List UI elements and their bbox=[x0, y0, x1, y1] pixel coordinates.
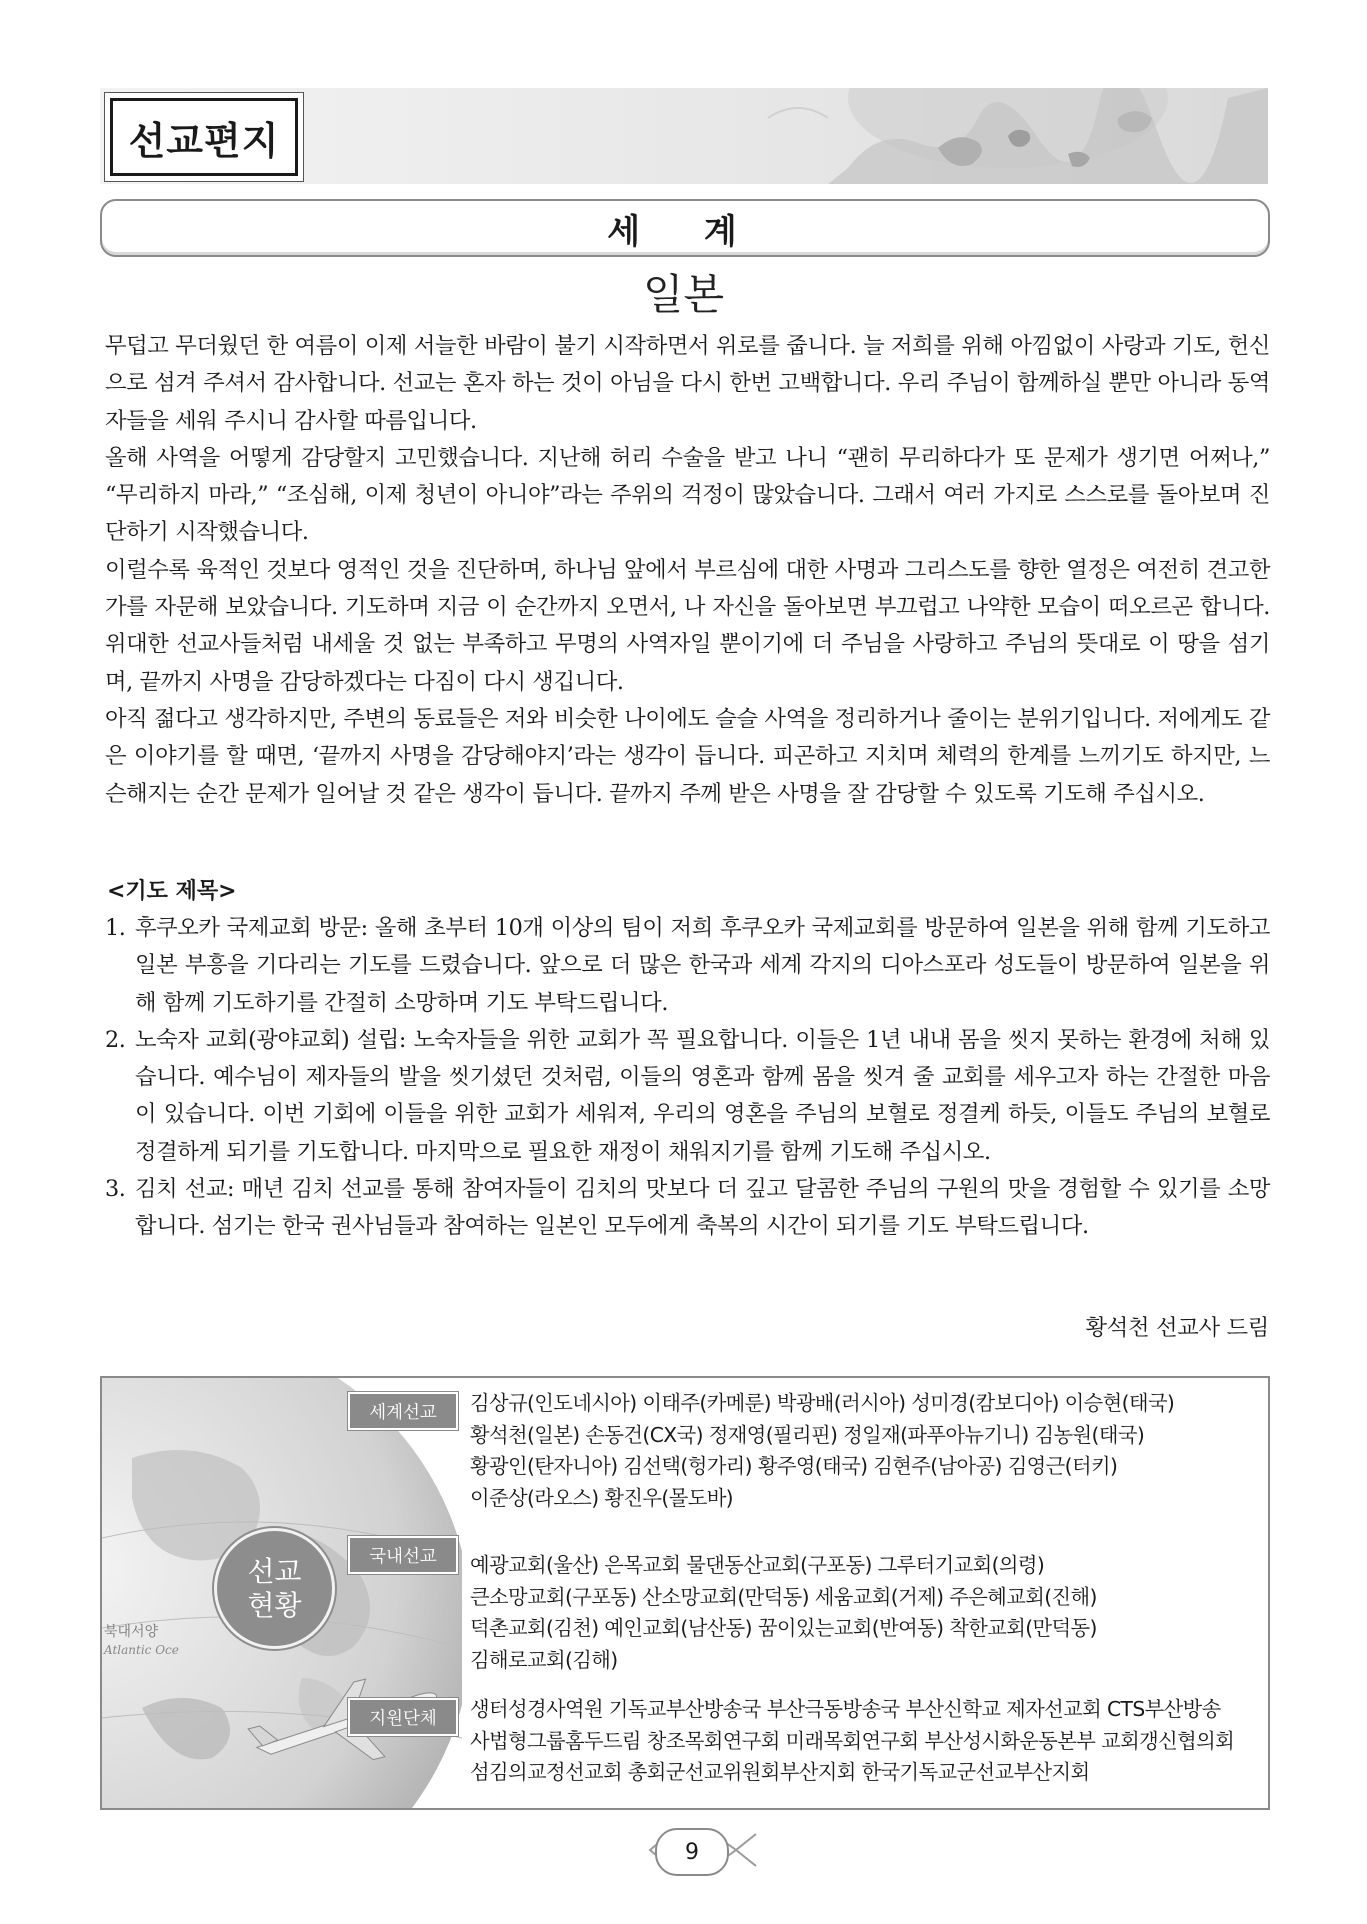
category-line: 황석천(일본) 손동건(CX국) 정재영(필리핀) 정일재(파푸아뉴기니) 김농원(태국) bbox=[470, 1422, 1145, 1447]
category-tag-world: 세계선교 bbox=[348, 1392, 458, 1430]
emblem-line: 현황 bbox=[247, 1588, 302, 1622]
mission-status-emblem bbox=[214, 1528, 335, 1649]
globe-label-en: Atlantic Oce bbox=[104, 1643, 179, 1657]
prayer-item-text: 노숙자 교회(광야교회) 설립: 노숙자들을 위한 교회가 꼭 필요합니다. 이들은 1년 내내 몸을 씻지 못하는 환경에 처해 있습니다. 예수님이 제자들의 발을 씻기셨던 것처럼, 이들의 영혼과 함께 몸을 씻겨 줄 교회를 세우고자 하는 간절한 마음이 있습니다. 이번 기회에 이들을 위한 교회가 세워져, 우리의 영혼을 주님의 보혈로 정결케 하듯, 이들도 주님의 보혈로 정결하게 되기를 기도합니다. 마지막으로 필요한 재정이 채워지기를 함께 기도해 주십시오. bbox=[135, 1026, 1270, 1165]
prayer-item bbox=[105, 910, 1270, 1022]
prayer-item bbox=[105, 1022, 1270, 1171]
category-line: 사법형그룹홈두드림 창조목회연구회 미래목회연구회 부산성시화운동본부 교회갱신협의회 bbox=[470, 1728, 1235, 1753]
category-line: 섬김의교정선교회 총회군선교위원회부산지회 한국기독교군선교부산지회 bbox=[470, 1760, 1090, 1784]
prayer-item-number: 2. bbox=[105, 1026, 126, 1053]
category-list-world bbox=[470, 1388, 1260, 1514]
section-title: 선교편지 bbox=[110, 98, 298, 176]
category-line: 이준상(라오스) 황진우(몰도바) bbox=[470, 1485, 733, 1510]
category-line: 덕촌교회(김천) 예인교회(남산동) 꿈이있는교회(반여동) 착한교회(만덕동) bbox=[470, 1616, 1097, 1640]
page-number: 9 bbox=[655, 1828, 729, 1876]
globe-label: 북대서양 bbox=[104, 1624, 159, 1640]
letter-body bbox=[105, 328, 1270, 813]
prayer-item-text: 김치 선교: 매년 김치 선교를 통해 참여자들이 김치의 맛보다 더 깊고 달콤한 주님의 구원의 맛을 경험할 수 있기를 소망합니다. 섬기는 한국 권사님들과 참여하는 일본인 모두에게 축복의 시간이 되기를 기도 부탁드립니다. bbox=[135, 1176, 1270, 1240]
prayer-item bbox=[105, 1171, 1270, 1246]
prayer-list bbox=[105, 910, 1270, 1246]
letter-paragraph: 이럴수록 육적인 것보다 영적인 것을 진단하며, 하나님 앞에서 부르심에 대한 사명과 그리스도를 향한 열정은 여전히 견고한가를 자문해 보았습니다. 기도하며 지금 이 순간까지 오면서, 나 자신을 돌아보면 부끄럽고 나약한 모습이 떠오르곤 합니다. 위대한 선교사들처럼 내세울 것 없는 부족하고 무명의 사역자일 뿐이기에 더 주님을 사랑하고 주님의 뜻대로 이 땅을 섬기며, 끝까지 사명을 감당하겠다는 다짐이 다시 생깁니다. bbox=[105, 556, 1270, 695]
category-list-domestic bbox=[470, 1550, 1260, 1676]
country-title: 일본 bbox=[642, 270, 725, 319]
prayer-item-number: 1. bbox=[105, 915, 126, 941]
category-line: 예광교회(울산) 은목교회 물댄동산교회(구포동) 그루터기교회(의령) bbox=[470, 1553, 1045, 1577]
category-tag-domestic: 국내선교 bbox=[348, 1536, 458, 1574]
signature: 황석천 선교사 드림 bbox=[1085, 1315, 1269, 1341]
letter-paragraph: 아직 젊다고 생각하지만, 주변의 동료들은 저와 비슷한 나이에도 슬슬 사역을 정리하거나 줄이는 분위기입니다. 저에게도 같은 이야기를 할 때면, ‘끝까지 사명을 감당해야지’라는 생각이 듭니다. 피곤하고 지치며 체력의 한계를 느끼기도 하지만, 느슨해지는 순간 문제가 일어날 것 같은 생각이 듭니다. 끝까지 주께 받은 사명을 잘 감당할 수 있도록 기도해 주십시오. bbox=[105, 705, 1270, 807]
category-line: 황광인(탄자니아) 김선택(헝가리) 황주영(태국) 김현주(남아공) 김영근(터키) bbox=[470, 1454, 1118, 1478]
prayer-item-text: 후쿠오카 국제교회 방문: 올해 초부터 10개 이상의 팀이 저희 후쿠오카 국제교회를 방문하여 일본을 위해 함께 기도하고 일본 부흥을 기다리는 기도를 드렸습니다. 앞으로 더 많은 한국과 세계 각지의 디아스포라 성도들이 방문하여 일본을 위해 함께 기도하기를 간절히 소망하며 기도 부탁드립니다. bbox=[135, 915, 1270, 1016]
prayer-item-number: 3. bbox=[105, 1176, 126, 1203]
category-tag-support: 지원단체 bbox=[348, 1698, 458, 1736]
category-line: 김해로교회(김해) bbox=[470, 1647, 618, 1672]
category-list-support bbox=[470, 1694, 1260, 1789]
mission-status-box bbox=[100, 1376, 1270, 1810]
letter-paragraph: 올해 사역을 어떻게 감당할지 고민했습니다. 지난해 허리 수술을 받고 나니 “괜히 무리하다가 또 문제가 생기면 어쩌나,” “무리하지 마라,” “조심해, 이제 청년이 아니야”라는 주위의 걱정이 많았습니다. 그래서 여러 가지로 스스로를 돌아보며 진단하기 시작했습니다. bbox=[105, 444, 1270, 546]
category-line: 큰소망교회(구포동) 산소망교회(만덕동) 세움교회(거제) 주은혜교회(진해) bbox=[470, 1584, 1097, 1609]
prayer-heading: <기도 제목> bbox=[107, 879, 237, 904]
letter-paragraph: 무덥고 무더웠던 한 여름이 이제 서늘한 바람이 불기 시작하면서 위로를 줍니다. 늘 저희를 위해 아낌없이 사랑과 기도, 헌신으로 섬겨 주셔서 감사합니다. 선교는 혼자 하는 것이 아님을 다시 한번 고백합니다. 우리 주님이 함께하실 뿐만 아니라 동역자들을 세워 주시니 감사할 따름입니다. bbox=[105, 333, 1270, 434]
category-line: 김상규(인도네시아) 이태주(카메룬) 박광배(러시아) 성미경(캄보디아) 이승현(태국) bbox=[470, 1391, 1175, 1415]
emblem-line: 선교 bbox=[247, 1554, 302, 1588]
category-line: 생터성경사역원 기독교부산방송국 부산극동방송국 부산신학교 제자선교회 CTS부산방송 bbox=[470, 1697, 1221, 1721]
region-title: 세 계 bbox=[100, 199, 1270, 257]
world-map-decoration bbox=[708, 88, 1268, 184]
